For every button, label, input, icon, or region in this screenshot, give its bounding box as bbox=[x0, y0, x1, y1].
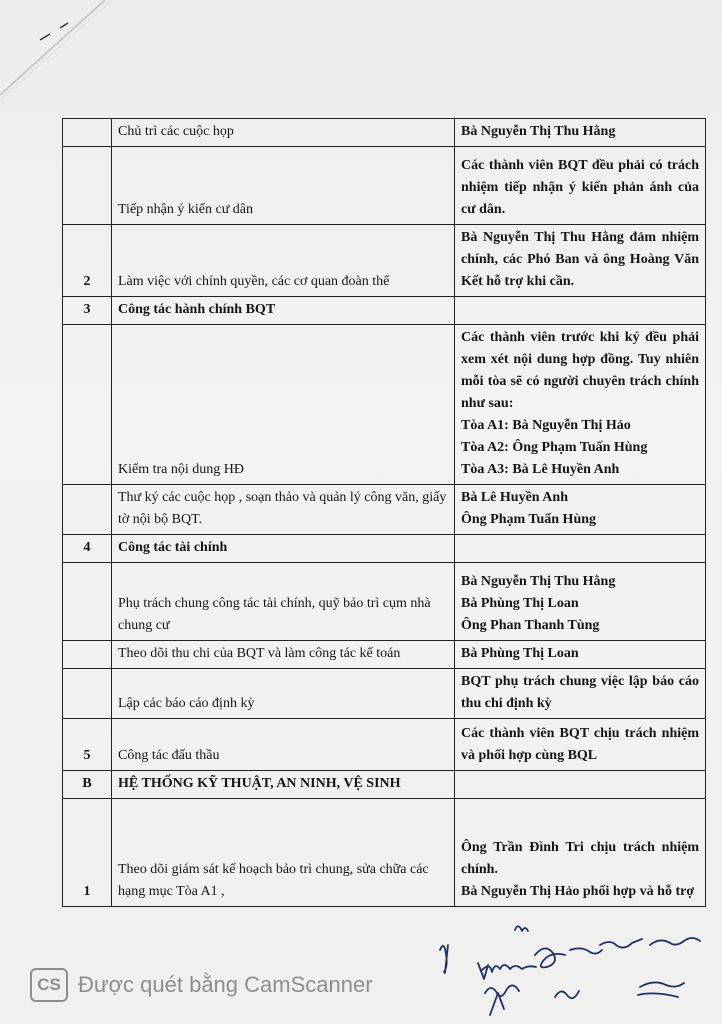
responsible-cell bbox=[455, 535, 706, 563]
task-cell: Tiếp nhận ý kiến cư dân bbox=[112, 147, 455, 225]
responsible-line: Các thành viên BQT đều phải có trách nhiệm tiếp nhận ý kiến phản ánh của cư dân. bbox=[461, 158, 699, 217]
row-number bbox=[63, 147, 112, 225]
page-fold-mark bbox=[0, 0, 160, 120]
responsible-cell bbox=[455, 719, 706, 771]
responsible-cell bbox=[455, 563, 706, 641]
responsible-line: Các thành viên BQT chịu trách nhiệm và phối hợp cùng BQL bbox=[461, 726, 699, 763]
row-number: 2 bbox=[63, 225, 112, 297]
task-cell: Theo dõi thu chi của BQT và làm công tác kế toán bbox=[112, 641, 455, 669]
camscanner-logo: CS bbox=[30, 968, 68, 1002]
table-row bbox=[63, 563, 706, 641]
responsible-cell bbox=[455, 147, 706, 225]
table-row bbox=[63, 297, 706, 325]
table-row bbox=[63, 535, 706, 563]
responsible-line: Bà Lê Huyền Anh bbox=[461, 490, 568, 505]
responsible-line: BQT phụ trách chung việc lập báo cáo thu chi định kỳ bbox=[461, 674, 699, 711]
row-number: 4 bbox=[63, 535, 112, 563]
responsible-line: Bà Nguyễn Thị Hảo phối hợp và hỗ trợ bbox=[461, 884, 695, 899]
row-number bbox=[63, 641, 112, 669]
responsible-line: Ông Trần Đình Tri chịu trách nhiệm chính. bbox=[461, 840, 699, 877]
responsible-cell bbox=[455, 669, 706, 719]
task-cell: Lập các báo cáo định kỳ bbox=[112, 669, 455, 719]
responsible-cell bbox=[455, 325, 706, 485]
task-cell: Làm việc với chính quyền, các cơ quan đoàn thể bbox=[112, 225, 455, 297]
row-number: 3 bbox=[63, 297, 112, 325]
table-row bbox=[63, 485, 706, 535]
responsible-cell bbox=[455, 297, 706, 325]
handwritten-signatures bbox=[430, 915, 720, 1024]
table-row bbox=[63, 325, 706, 485]
responsible-cell bbox=[455, 641, 706, 669]
task-cell: Công tác đấu thầu bbox=[112, 719, 455, 771]
table-row bbox=[63, 641, 706, 669]
responsible-line: Bà Nguyễn Thị Thu Hằng bbox=[461, 574, 616, 589]
table-row bbox=[63, 719, 706, 771]
responsible-line: Bà Phùng Thị Loan bbox=[461, 646, 579, 661]
row-number bbox=[63, 119, 112, 147]
row-number bbox=[63, 325, 112, 485]
task-cell: Công tác hành chính BQT bbox=[112, 297, 455, 325]
responsible-cell bbox=[455, 225, 706, 297]
table-row bbox=[63, 147, 706, 225]
task-cell: Công tác tài chính bbox=[112, 535, 455, 563]
responsible-line: Tòa A1: Bà Nguyễn Thị Hảo bbox=[461, 418, 631, 433]
row-number: 5 bbox=[63, 719, 112, 771]
responsible-line: Bà Phùng Thị Loan bbox=[461, 596, 579, 611]
task-cell: Kiểm tra nội dung HĐ bbox=[112, 325, 455, 485]
responsible-line: Ông Phan Thanh Tùng bbox=[461, 618, 600, 633]
responsible-line: Bà Nguyễn Thị Thu Hằng đảm nhiệm chính, các Phó Ban và ông Hoàng Văn Kết hỗ trợ khi cần. bbox=[461, 230, 699, 289]
table-row bbox=[63, 771, 706, 799]
responsible-line: Các thành viên trước khi ký đều phải xem xét nội dung hợp đồng. Tuy nhiên mỗi tòa sẽ có người chuyên trách chính như sau: bbox=[461, 330, 699, 411]
table-row bbox=[63, 669, 706, 719]
row-number bbox=[63, 563, 112, 641]
responsible-cell bbox=[455, 771, 706, 799]
camscanner-watermark bbox=[30, 968, 373, 1002]
assignment-table bbox=[62, 118, 706, 907]
row-number: B bbox=[63, 771, 112, 799]
table-row bbox=[63, 119, 706, 147]
task-cell: HỆ THỐNG KỸ THUẬT, AN NINH, VỆ SINH bbox=[112, 771, 455, 799]
row-number bbox=[63, 669, 112, 719]
responsible-cell bbox=[455, 799, 706, 907]
row-number bbox=[63, 485, 112, 535]
row-number: 1 bbox=[63, 799, 112, 907]
responsible-line: Tòa A2: Ông Phạm Tuấn Hùng bbox=[461, 440, 648, 455]
watermark-text: Được quét bằng CamScanner bbox=[78, 972, 373, 997]
responsible-cell bbox=[455, 485, 706, 535]
responsible-line: Tòa A3: Bà Lê Huyền Anh bbox=[461, 462, 620, 477]
task-cell: Theo dõi giám sát kế hoạch bảo trì chung, sửa chữa các hạng mục Tòa A1 , bbox=[112, 799, 455, 907]
responsible-line: Ông Phạm Tuấn Hùng bbox=[461, 512, 597, 527]
table-row bbox=[63, 225, 706, 297]
table-row bbox=[63, 799, 706, 907]
responsible-line: Bà Nguyễn Thị Thu Hằng bbox=[461, 124, 616, 139]
task-cell: Phụ trách chung công tác tài chính, quỹ bảo trì cụm nhà chung cư bbox=[112, 563, 455, 641]
task-cell: Thư ký các cuộc họp , soạn thảo và quản lý công văn, giấy tờ nội bộ BQT. bbox=[112, 485, 455, 535]
responsible-cell bbox=[455, 119, 706, 147]
task-cell: Chủ trì các cuộc họp bbox=[112, 119, 455, 147]
